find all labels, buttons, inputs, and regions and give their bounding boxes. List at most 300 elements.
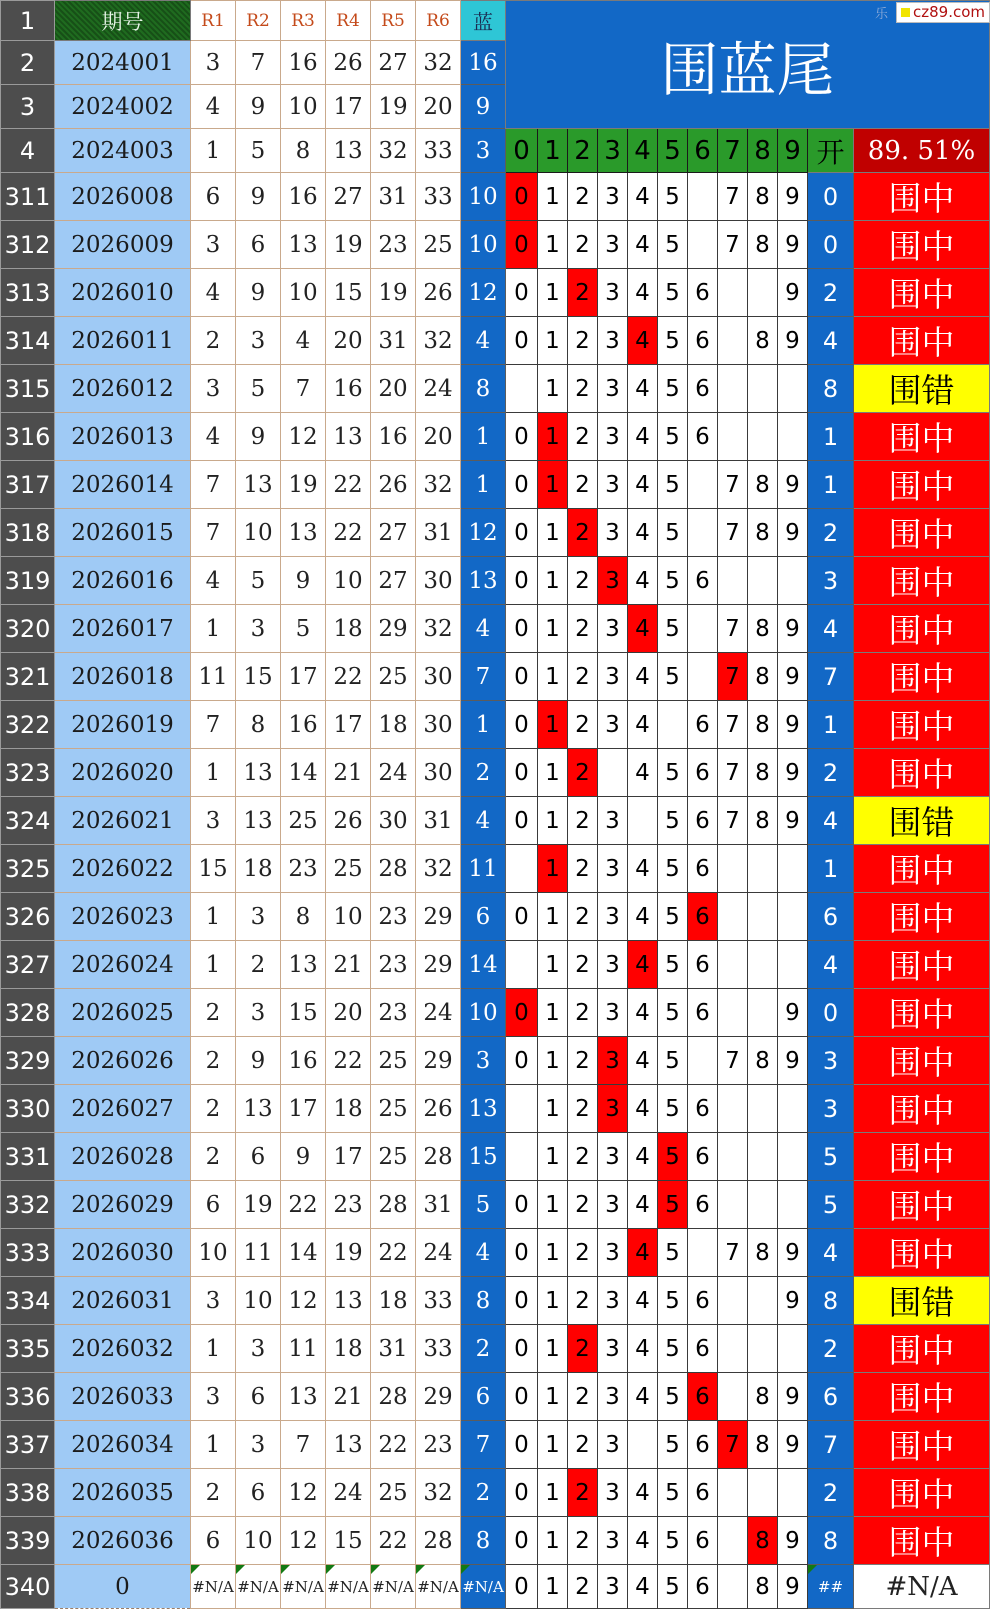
digit-cell[interactable]: 0 [506,1181,538,1229]
red-ball-cell[interactable]: 32 [416,845,461,893]
digit-cell[interactable]: 6 [688,941,718,989]
digit-cell[interactable]: 7 [718,749,748,797]
blue-ball-cell-error[interactable]: #N/A [461,1565,506,1609]
open-digit-cell[interactable]: 3 [808,1085,854,1133]
digit-cell[interactable]: 9 [778,509,808,557]
digit-cell[interactable]: 5 [658,413,688,461]
digit-cell[interactable] [748,989,778,1037]
digit-cell[interactable]: 4 [628,893,658,941]
digit-cell[interactable]: 4 [628,989,658,1037]
digit-cell-hit[interactable]: 0 [506,989,538,1037]
result-cell[interactable]: 围中 [854,1181,990,1229]
digit-cell[interactable]: 5 [658,1229,688,1277]
digit-cell[interactable]: 1 [538,653,568,701]
red-ball-cell[interactable]: 3 [236,1325,281,1373]
red-ball-cell[interactable]: 33 [416,129,461,173]
digit-cell-hit[interactable]: 3 [598,1085,628,1133]
digit-cell[interactable]: 4 [628,509,658,557]
red-ball-cell-error[interactable]: #N/A [281,1565,326,1609]
digit-cell[interactable] [718,317,748,365]
open-digit-cell[interactable]: 0 [808,989,854,1037]
red-ball-cell[interactable]: 13 [326,1277,371,1325]
digit-cell[interactable]: 2 [568,797,598,845]
digit-cell[interactable]: 0 [506,701,538,749]
sheet-title[interactable]: 围蓝尾 [506,1,990,129]
red-ball-cell[interactable]: 22 [371,1517,416,1565]
digit-cell[interactable]: 9 [778,173,808,221]
row-number[interactable]: 314 [1,317,55,365]
red-ball-cell-error[interactable]: #N/A [416,1565,461,1609]
digit-cell[interactable]: 8 [748,749,778,797]
result-cell[interactable]: 围中 [854,701,990,749]
digit-cell[interactable]: 2 [568,941,598,989]
digit-cell[interactable]: 3 [598,1517,628,1565]
period-cell[interactable]: 2026018 [55,653,191,701]
digit-cell[interactable]: 6 [688,1469,718,1517]
digit-cell[interactable]: 0 [506,893,538,941]
red-ball-cell[interactable]: 7 [281,1421,326,1469]
period-cell[interactable]: 2026027 [55,1085,191,1133]
digit-cell[interactable] [688,653,718,701]
blue-ball-cell[interactable]: 2 [461,1325,506,1373]
open-digit-cell[interactable]: 2 [808,749,854,797]
red-ball-cell[interactable]: 24 [326,1469,371,1517]
red-ball-cell[interactable]: 8 [281,129,326,173]
red-ball-cell[interactable]: 18 [326,1325,371,1373]
digit-cell[interactable]: 6 [688,701,718,749]
red-ball-cell[interactable]: 24 [371,749,416,797]
red-ball-cell[interactable]: 2 [191,1469,236,1517]
digit-cell[interactable] [506,1085,538,1133]
digit-cell[interactable]: 5 [658,1325,688,1373]
digit-cell[interactable]: 0 [506,1037,538,1085]
digit-cell-hit[interactable]: 6 [688,893,718,941]
red-ball-cell[interactable]: 29 [416,1373,461,1421]
red-ball-cell[interactable]: 29 [371,605,416,653]
digit-cell[interactable]: 8 [748,653,778,701]
digit-header[interactable]: 8 [748,129,778,173]
digit-cell[interactable]: 9 [778,605,808,653]
open-digit-cell[interactable]: 2 [808,269,854,317]
red-ball-cell[interactable]: 32 [416,605,461,653]
digit-header[interactable]: 2 [568,129,598,173]
red-ball-cell[interactable]: 22 [371,1421,416,1469]
open-digit-cell[interactable]: 4 [808,941,854,989]
result-cell[interactable]: 围中 [854,989,990,1037]
red-ball-cell[interactable]: 4 [191,269,236,317]
red-ball-cell[interactable]: 32 [416,317,461,365]
digit-cell[interactable]: 6 [688,989,718,1037]
digit-cell[interactable]: 5 [658,1469,688,1517]
red-ball-cell[interactable]: 31 [371,1325,416,1373]
result-cell[interactable]: 围错 [854,1277,990,1325]
digit-cell[interactable] [598,749,628,797]
digit-cell[interactable] [718,1277,748,1325]
digit-cell[interactable]: 0 [506,1325,538,1373]
digit-cell-hit[interactable]: 7 [718,653,748,701]
digit-cell[interactable]: 6 [688,1517,718,1565]
blue-header[interactable]: 蓝 [461,1,506,41]
digit-cell[interactable]: 9 [778,653,808,701]
row-number[interactable]: 4 [1,129,55,173]
digit-cell[interactable] [718,1373,748,1421]
digit-cell[interactable]: 7 [718,221,748,269]
digit-cell[interactable]: 1 [538,605,568,653]
digit-cell[interactable]: 1 [538,557,568,605]
red-ball-cell[interactable]: 22 [326,653,371,701]
row-number[interactable]: 320 [1,605,55,653]
red-ball-cell[interactable]: 13 [326,129,371,173]
digit-cell[interactable]: 4 [628,221,658,269]
blue-ball-cell[interactable]: 9 [461,85,506,129]
digit-cell[interactable] [688,605,718,653]
digit-cell[interactable]: 0 [506,605,538,653]
digit-cell[interactable]: 6 [688,1421,718,1469]
red-ball-cell[interactable]: 3 [191,797,236,845]
digit-cell[interactable]: 7 [718,461,748,509]
red-ball-cell[interactable]: 25 [326,845,371,893]
digit-cell[interactable]: 6 [688,413,718,461]
digit-cell[interactable]: 5 [658,1277,688,1325]
blue-ball-cell[interactable]: 13 [461,1085,506,1133]
digit-cell[interactable] [748,1181,778,1229]
digit-cell[interactable]: 6 [688,365,718,413]
digit-cell[interactable] [748,1085,778,1133]
period-cell[interactable]: 2026011 [55,317,191,365]
period-header[interactable]: 期号 [55,1,191,41]
digit-cell[interactable]: 6 [688,317,718,365]
red-ball-cell[interactable]: 18 [371,701,416,749]
digit-cell[interactable]: 5 [658,941,688,989]
red-ball-cell[interactable]: 6 [236,1373,281,1421]
digit-cell[interactable]: 4 [628,653,658,701]
digit-cell[interactable]: 3 [598,509,628,557]
red-ball-cell[interactable]: 1 [191,893,236,941]
digit-cell[interactable] [718,1517,748,1565]
period-cell[interactable]: 2026014 [55,461,191,509]
red-ball-cell[interactable]: 25 [371,1133,416,1181]
row-number[interactable]: 337 [1,1421,55,1469]
blue-ball-cell[interactable]: 15 [461,1133,506,1181]
blue-ball-cell[interactable]: 4 [461,1229,506,1277]
digit-cell[interactable] [778,413,808,461]
result-cell[interactable]: 围中 [854,413,990,461]
row-number[interactable]: 332 [1,1181,55,1229]
blue-ball-cell[interactable]: 6 [461,1373,506,1421]
period-cell[interactable]: 2026026 [55,1037,191,1085]
red-ball-cell[interactable]: 27 [326,173,371,221]
red-ball-cell[interactable]: 26 [326,797,371,845]
digit-cell[interactable] [506,365,538,413]
red-ball-cell[interactable]: 18 [236,845,281,893]
red-ball-cell[interactable]: 19 [281,461,326,509]
red-ball-cell[interactable]: 16 [371,413,416,461]
result-cell[interactable]: 围中 [854,749,990,797]
digit-cell[interactable]: 4 [628,1469,658,1517]
red-header-4[interactable]: R4 [326,1,371,41]
period-cell[interactable]: 2026032 [55,1325,191,1373]
red-ball-cell[interactable]: 9 [236,173,281,221]
red-ball-cell[interactable]: 4 [191,557,236,605]
red-ball-cell[interactable]: 17 [326,701,371,749]
digit-cell[interactable]: 5 [658,317,688,365]
period-cell[interactable]: 2026015 [55,509,191,557]
digit-cell[interactable]: 8 [748,461,778,509]
row-number[interactable]: 321 [1,653,55,701]
digit-cell[interactable]: 8 [748,1037,778,1085]
red-ball-cell[interactable]: 32 [416,41,461,85]
digit-cell[interactable] [628,797,658,845]
red-ball-cell[interactable]: 12 [281,1469,326,1517]
digit-cell[interactable]: 5 [658,1421,688,1469]
result-cell-error[interactable]: #N/A [854,1565,990,1609]
digit-cell-hit[interactable]: 1 [538,413,568,461]
row-number[interactable]: 312 [1,221,55,269]
period-cell[interactable]: 2026016 [55,557,191,605]
open-digit-cell[interactable]: 8 [808,365,854,413]
red-ball-cell[interactable]: 24 [416,989,461,1037]
red-ball-cell[interactable]: 23 [326,1181,371,1229]
digit-cell[interactable] [748,1277,778,1325]
digit-header[interactable]: 9 [778,129,808,173]
blue-ball-cell[interactable]: 8 [461,365,506,413]
digit-cell[interactable]: 8 [748,797,778,845]
digit-cell[interactable]: 9 [778,269,808,317]
red-header-3[interactable]: R3 [281,1,326,41]
digit-cell[interactable]: 9 [778,1277,808,1325]
blue-ball-cell[interactable]: 1 [461,461,506,509]
digit-cell[interactable]: 5 [658,797,688,845]
digit-cell[interactable]: 4 [628,1085,658,1133]
red-ball-cell[interactable]: 30 [416,653,461,701]
digit-cell[interactable]: 3 [598,365,628,413]
open-digit-cell[interactable]: 2 [808,1469,854,1517]
period-cell[interactable]: 2026013 [55,413,191,461]
digit-cell[interactable] [778,1133,808,1181]
digit-cell[interactable]: 0 [506,413,538,461]
digit-cell[interactable]: 3 [598,413,628,461]
digit-cell[interactable]: 7 [718,1229,748,1277]
blue-ball-cell[interactable]: 16 [461,41,506,85]
blue-ball-cell[interactable]: 2 [461,749,506,797]
blue-ball-cell[interactable]: 1 [461,413,506,461]
digit-cell[interactable]: 7 [718,797,748,845]
open-digit-cell[interactable]: 2 [808,509,854,557]
period-cell[interactable]: 2026024 [55,941,191,989]
red-ball-cell[interactable]: 29 [416,941,461,989]
digit-cell[interactable]: 4 [628,269,658,317]
digit-cell[interactable] [778,1085,808,1133]
period-cell[interactable]: 2026017 [55,605,191,653]
digit-header[interactable]: 5 [658,129,688,173]
digit-cell-hit[interactable]: 6 [688,1373,718,1421]
row-number[interactable]: 315 [1,365,55,413]
open-digit-cell[interactable]: 2 [808,1325,854,1373]
digit-cell-hit[interactable]: 4 [628,605,658,653]
digit-cell[interactable]: 0 [506,1517,538,1565]
digit-cell[interactable]: 5 [658,605,688,653]
digit-cell[interactable]: 9 [778,461,808,509]
red-ball-cell[interactable]: 16 [281,41,326,85]
digit-cell[interactable]: 0 [506,1229,538,1277]
red-ball-cell[interactable]: 10 [236,1517,281,1565]
red-header-6[interactable]: R6 [416,1,461,41]
red-ball-cell[interactable]: 3 [191,365,236,413]
row-number[interactable]: 327 [1,941,55,989]
digit-cell[interactable]: 4 [628,749,658,797]
red-ball-cell[interactable]: 23 [416,1421,461,1469]
digit-cell[interactable]: 2 [568,1373,598,1421]
digit-cell[interactable]: 2 [568,221,598,269]
digit-cell[interactable] [688,221,718,269]
digit-cell[interactable]: 9 [778,221,808,269]
red-ball-cell[interactable]: 25 [281,797,326,845]
digit-cell-hit[interactable]: 2 [568,1325,598,1373]
red-ball-cell[interactable]: 4 [191,413,236,461]
red-ball-cell[interactable]: 25 [371,1085,416,1133]
digit-cell[interactable]: 3 [598,1277,628,1325]
red-ball-cell[interactable]: 13 [281,221,326,269]
digit-cell[interactable]: 6 [688,1565,718,1609]
digit-cell[interactable] [748,557,778,605]
blue-ball-cell[interactable]: 12 [461,509,506,557]
result-cell[interactable]: 围中 [854,1037,990,1085]
red-ball-cell[interactable]: 25 [371,653,416,701]
blue-ball-cell[interactable]: 5 [461,1181,506,1229]
digit-cell[interactable]: 6 [688,797,718,845]
digit-cell[interactable] [748,845,778,893]
digit-cell-hit[interactable]: 2 [568,1469,598,1517]
result-cell[interactable]: 围中 [854,845,990,893]
red-ball-cell[interactable]: 10 [191,1229,236,1277]
open-digit-cell[interactable]: 7 [808,1421,854,1469]
red-ball-cell-error[interactable]: #N/A [191,1565,236,1609]
row-number[interactable]: 336 [1,1373,55,1421]
digit-cell-hit[interactable]: 3 [598,1037,628,1085]
result-cell[interactable]: 围中 [854,653,990,701]
digit-cell[interactable]: 0 [506,317,538,365]
digit-cell[interactable]: 4 [628,365,658,413]
digit-cell[interactable]: 3 [598,1181,628,1229]
digit-cell[interactable]: 5 [658,365,688,413]
row-number[interactable]: 340 [1,1565,55,1609]
red-ball-cell[interactable]: 15 [191,845,236,893]
period-cell[interactable]: 2026012 [55,365,191,413]
blue-ball-cell[interactable]: 8 [461,1277,506,1325]
digit-cell[interactable] [718,1469,748,1517]
digit-cell[interactable]: 0 [506,1421,538,1469]
blue-ball-cell[interactable]: 4 [461,605,506,653]
red-ball-cell[interactable]: 23 [371,893,416,941]
digit-cell[interactable] [688,1229,718,1277]
digit-cell[interactable] [748,365,778,413]
row-number[interactable]: 335 [1,1325,55,1373]
digit-cell[interactable]: 4 [628,413,658,461]
digit-cell[interactable]: 3 [598,941,628,989]
red-ball-cell[interactable]: 12 [281,1517,326,1565]
red-ball-cell-error[interactable]: #N/A [236,1565,281,1609]
digit-cell[interactable] [778,557,808,605]
row-number[interactable]: 313 [1,269,55,317]
red-ball-cell[interactable]: 20 [371,365,416,413]
digit-cell[interactable]: 3 [598,1229,628,1277]
open-digit-cell[interactable]: 4 [808,797,854,845]
red-ball-cell[interactable]: 7 [236,41,281,85]
red-ball-cell[interactable]: 5 [236,129,281,173]
digit-cell[interactable]: 9 [778,701,808,749]
red-ball-cell[interactable]: 1 [191,1325,236,1373]
period-cell[interactable]: 2026031 [55,1277,191,1325]
digit-cell[interactable]: 5 [658,221,688,269]
red-ball-cell[interactable]: 25 [371,1469,416,1517]
digit-cell[interactable]: 4 [628,845,658,893]
digit-cell[interactable] [718,557,748,605]
digit-cell[interactable]: 3 [598,461,628,509]
red-ball-cell[interactable]: 30 [416,749,461,797]
red-ball-cell[interactable]: 10 [281,269,326,317]
red-ball-cell[interactable]: 26 [326,41,371,85]
digit-cell-hit[interactable]: 5 [658,1133,688,1181]
digit-cell[interactable] [718,1565,748,1609]
digit-cell[interactable]: 7 [718,509,748,557]
red-ball-cell[interactable]: 22 [326,461,371,509]
blue-ball-cell[interactable]: 6 [461,893,506,941]
open-digit-cell[interactable]: 4 [808,1229,854,1277]
red-ball-cell[interactable]: 22 [281,1181,326,1229]
digit-cell[interactable]: 9 [778,1373,808,1421]
red-ball-cell[interactable]: 3 [191,41,236,85]
open-digit-cell[interactable]: 8 [808,1277,854,1325]
red-ball-cell[interactable]: 13 [281,941,326,989]
red-ball-cell[interactable]: 32 [371,129,416,173]
red-ball-cell[interactable]: 28 [416,1133,461,1181]
red-ball-cell[interactable]: 33 [416,1277,461,1325]
digit-cell[interactable]: 0 [506,509,538,557]
red-ball-cell[interactable]: 33 [416,173,461,221]
digit-cell[interactable]: 1 [538,1325,568,1373]
digit-cell[interactable]: 3 [598,893,628,941]
digit-cell[interactable]: 2 [568,365,598,413]
open-digit-cell[interactable]: 4 [808,605,854,653]
row-number[interactable]: 331 [1,1133,55,1181]
digit-cell[interactable]: 0 [506,1565,538,1609]
digit-cell[interactable]: 0 [506,1373,538,1421]
red-ball-cell[interactable]: 26 [371,461,416,509]
digit-cell[interactable]: 9 [778,1229,808,1277]
red-ball-cell[interactable]: 13 [281,1373,326,1421]
period-cell[interactable]: 2026025 [55,989,191,1037]
red-ball-cell[interactable]: 15 [326,269,371,317]
digit-cell[interactable]: 7 [718,605,748,653]
digit-cell[interactable]: 4 [628,1565,658,1609]
digit-cell[interactable]: 1 [538,1373,568,1421]
result-cell[interactable]: 围中 [854,893,990,941]
red-ball-cell[interactable]: 3 [236,605,281,653]
red-ball-cell[interactable]: 23 [371,941,416,989]
red-ball-cell[interactable]: 28 [371,845,416,893]
digit-cell[interactable] [748,413,778,461]
digit-cell[interactable] [778,365,808,413]
digit-cell[interactable] [778,941,808,989]
digit-cell[interactable]: 4 [628,701,658,749]
open-digit-cell[interactable]: 5 [808,1181,854,1229]
red-ball-cell[interactable]: 13 [236,749,281,797]
period-cell[interactable]: 2026033 [55,1373,191,1421]
digit-cell[interactable] [718,845,748,893]
open-digit-cell[interactable]: 0 [808,221,854,269]
digit-cell-hit[interactable]: 1 [538,461,568,509]
digit-header[interactable]: 3 [598,129,628,173]
